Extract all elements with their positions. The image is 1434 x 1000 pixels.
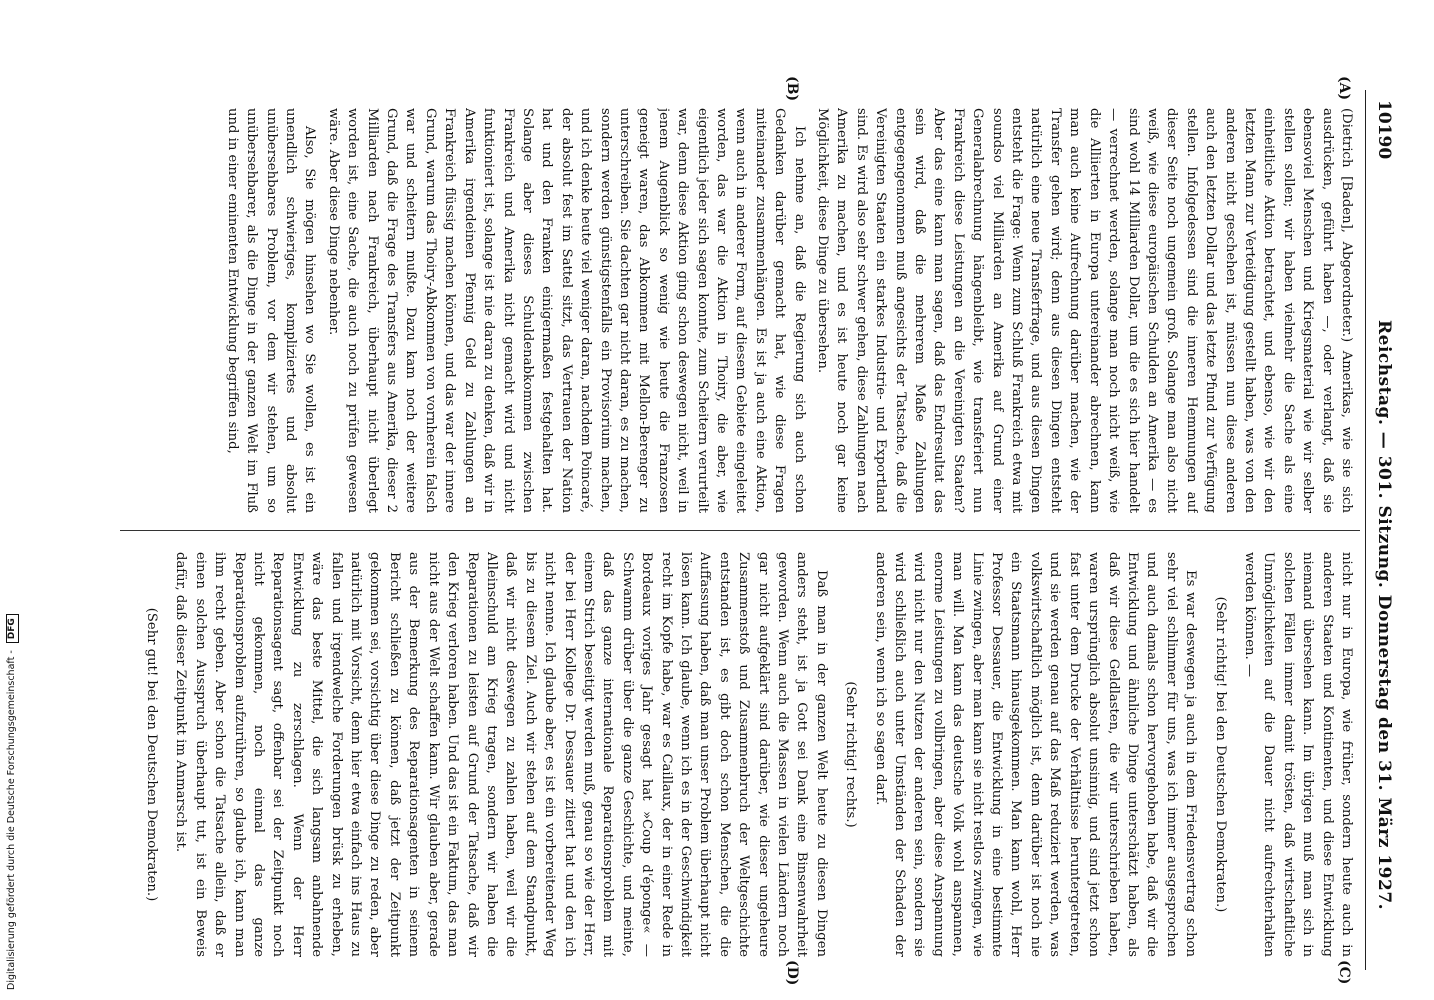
margin-mark-b: (B)	[784, 76, 800, 102]
margin-mark-d: (D)	[784, 960, 800, 986]
digitization-credit	[6, 614, 19, 990]
paragraph: Daß man in der ganzen Welt heute zu diesen Dingen anders steht, ist ja Gott sei Dank eine Binsenwahrheit geworden. Wenn auch die Massen in vielen Ländern noch gar nicht aufgeklärt sind darüber, wie dieser ungeheure Zusammenstoß und Zusammenbruch der Weltgeschichte entstanden ist, es gibt doch schon Menschen, die die Auffassung haben, daß man unser Problem überhaupt nicht lösen kann. Ich glaube, wenn ich es in der Geschwindigkeit recht im Kopfe habe, war es Caillaux, der in einer Rede in Bordeaux voriges Jahr gesagt hat »Coup d'éponge« — Schwamm drüber über die ganze Geschichte, und meinte, daß das ganze internationale Reparationsproblem mit einem Strich beseitigt werden muß, genau so wie der Herr, der bei Herr Kollege Dr. Dessauer zitiert hat und den ich nicht nenne. Ich glaube aber, es ist ein vorbereitender Weg bis zu diesem Ziel. Auch wir stehen auf dem Standpunkt, daß wir nicht deswegen zu zahlen haben, weil wir die Alleinschuld am Krieg tragen, sondern wir haben die Reparationen zu leisten auf Grund der Tatsache, daß wir den Krieg verloren haben. Und das ist ein Faktum, das man nicht aus der Welt schaffen kann. Wir glauben aber, gerade aus der Bemerkung des Reparationsagenten in seinem Bericht schließen zu können, daß jetzt der Zeitpunkt gekommen sei, vorsichtig über diese Dinge zu reden, aber natürlich mit Vorsicht, denn hier etwa einfach ins Haus zu fallen und irgendwelche Forderungen brüsk zu erheben, wäre das beste Mittel, die sich langsam anbahnende Entwicklung zu zerschlagen. Wenn der Herr Reparationsagent sagt, offenbar sei der Zeitpunkt noch nicht gekommen, noch einmal das ganze Reparationsproblem aufzurühren, so glaube ich, kann man ihm recht geben. Aber schon die Tatsache allein, daß er einen solchen Ausspruch überhaupt tut, ist ein Beweis dafür, daß dieser Zeitpunkt im Anmarsch ist.	[173, 552, 829, 957]
paragraph: (Dietrich [Baden], Abgeordneter.) Amerikas, wie sie sich ausdrücken, geführt haben —, oder verlangt, daß sie ebensoviel Menschen und Kriegsmaterial wie wir selber stellen sollen; wir haben vielmehr die Sache als eine einheitliche Aktion betrachtet, und ebenso, wie wir den letzten Mann zur Verteidigung gestellt haben, was von den anderen nicht geschehen ist, müssen nun diese anderen auch den letzten Dollar und das letzte Pfund zur Verfügung stellen. Infolgedessen sind die inneren Hemmungen auf dieser Seite noch ungemein groß. Solange man also nicht weiß, wie diese europäischen Schulden an Amerika — es sind wohl 14 Milliarden Dollar, um die es sich hier handelt — verrechnet werden, solange man noch nicht weiß, wie die Alliierten in Europa untereinander abrechnen, kann man auch keine Aufrechnung darüber machen, wie der Transfer gehen wird; denn aus diesen Dingen entsteht natürlich eine neue Transferfrage, und aus diesen Dingen entsteht die Frage: Wenn zum Schluß Frankreich etwa mit soundso viel Milliarden an Amerika auf Grund einer Generalabrechnung hängenbleibt, wie transferiert nun Frankreich diese Leistungen an die Vereinigten Staaten? Aber das eine kann man sagen, daß das Endresultat das sein wird, daß die mehrerem Maße Zahlungen entgegengenommen muß angesichts der Tatsache, daß die Vereinigten Staaten ein starkes Industrie- und Exportland sind. Es wird also sehr schwer gehen, diese Zahlungen nach Amerika zu machen, und es ist heute noch gar keine Möglichkeit, diese Dinge zu übersehen.	[815, 108, 1354, 513]
interjection: (Sehr gut! bei den Deutschen Demokraten.)	[144, 607, 160, 902]
interjection: (Sehr richtig! rechts.)	[843, 681, 859, 828]
rotated-page-content	[110, 76, 1400, 986]
interjection: (Sehr richtig! bei den Deutschen Demokraten.)	[1212, 596, 1228, 913]
page-number: 10190	[1374, 100, 1394, 160]
dfg-logo: DFG	[6, 614, 19, 643]
left-column	[126, 108, 1356, 513]
margin-mark-c: (C)	[1336, 960, 1352, 985]
paragraph: Es war deswegen ja auch in dem Friedensvertrag schon sehr viel schlimmer für uns, was ich immer ausgesprochen und auch damals schon hervorgehoben habe, daß wir die Entwicklung und ähnliche Dinge unterschätzt haben, als daß wir diese Geldlasten, die wir unterschrieben haben, waren ursprünglich absolut unsinnig, und sind jetzt schon fast unter dem Drucke der Verhältnisse heruntergetreten, und sie werden genau auf das Maß reduziert werden, was volkswirtschaftlich möglich ist, denn darüber ist noch nie ein Staatsmann hinausgekommen. Man kann wohl, Herr Professor Dessauer, die Entwicklung in eine bestimmte Linie zwingen, aber man kann sie nicht restlos zwingen, wie man will. Man kann das deutsche Volk wohl anspannen, enorme Leistungen zu vollbringen, aber diese Anspannung wird nicht nur den Nutzen der anderen sein, sondern sie wird schließlich auch unter Umständen der Schaden der anderen sein, wenn ich so sagen darf.	[872, 552, 1199, 957]
paragraph: nicht nur in Europa, wie früher, sondern heute auch in anderen Staaten und Kontinenten, und diese Entwicklung niemand übersehen kann. Im übrigen muß man sich in solchen Fällen immer damit trösten, daß wirtschaftliche Unmöglichkeiten auf die Dauer nicht aufrechterhalten werden können. —	[1241, 552, 1354, 957]
page-header	[1365, 90, 1400, 970]
paragraph: Ich nehme an, daß die Regierung sich auch schon Gedanken darüber gemacht hat, wie diese Fragen miteinander zusammenhängen. Es ist ja auch eine Aktion, wenn auch in anderer Form, auf diesem Gebiete eingeleitet worden, das war die Aktion in Thoiry, die aber, wie eigentlich jeder sich sagen konnte, zum Scheitern verurteilt war, denn diese Aktion ging schon deswegen nicht, weil in jenem Augenblick so wenig wie heute die Franzosen geneigt waren, das Abkommen mit Mellon-Berenger zu unterschreiben. Sie dachten gar nicht daran, es zu machen, sondern werden günstigstenfalls ein Provisorium machen, und ich denke heute viel weniger daran, nachdem Poincaré, der absolut fest im Sattel sitzt, das Vertrauen der Nation hat und den Franken einigermaßen festgehalten hat. Solange aber dieses Schuldenabkommen zwischen Frankreich und Amerika nicht gemacht wird und nicht funktioniert ist, solange ist nie daran zu denken, daß wir in Amerika irgendeinen Pfennig Geld zu Zahlungen an Frankreich flüssig machen können, und das war der innere Grund, warum das Thoiry-Abkommen von vornherein falsch war und scheitern mußte. Dazu kam noch der weitere Grund, daß die Frage des Transfers aus Amerika, dieser 2 Milliarden nach Frankreich, überhaupt nicht überlegt worden ist, eine Sache, die auch noch zu prüfen gewesen wäre. Aber diese Dinge nebenher.	[325, 108, 807, 513]
column-divider	[120, 530, 1360, 531]
credit-text: Digitalisierung gefördert durch die Deutsche Forschungsgemeinschaft -	[6, 650, 17, 990]
paragraph: Also, Sie mögen hinsehen wo Sie wollen, es ist ein unendlich schwieriges, kompliziertes und absolut unübersehbares Problem, vor dem wir stehen, um so unübersehbarer, als die Dinge in der ganzen Welt im Fluß und in einer eminenten Entwicklung begriffen sind,	[224, 108, 318, 513]
margin-mark-a: (A)	[1336, 76, 1352, 101]
page-title: Reichstag. — 301. Sitzung. Donnerstag den 31. März 1927.	[1374, 320, 1394, 911]
right-column	[126, 552, 1356, 957]
